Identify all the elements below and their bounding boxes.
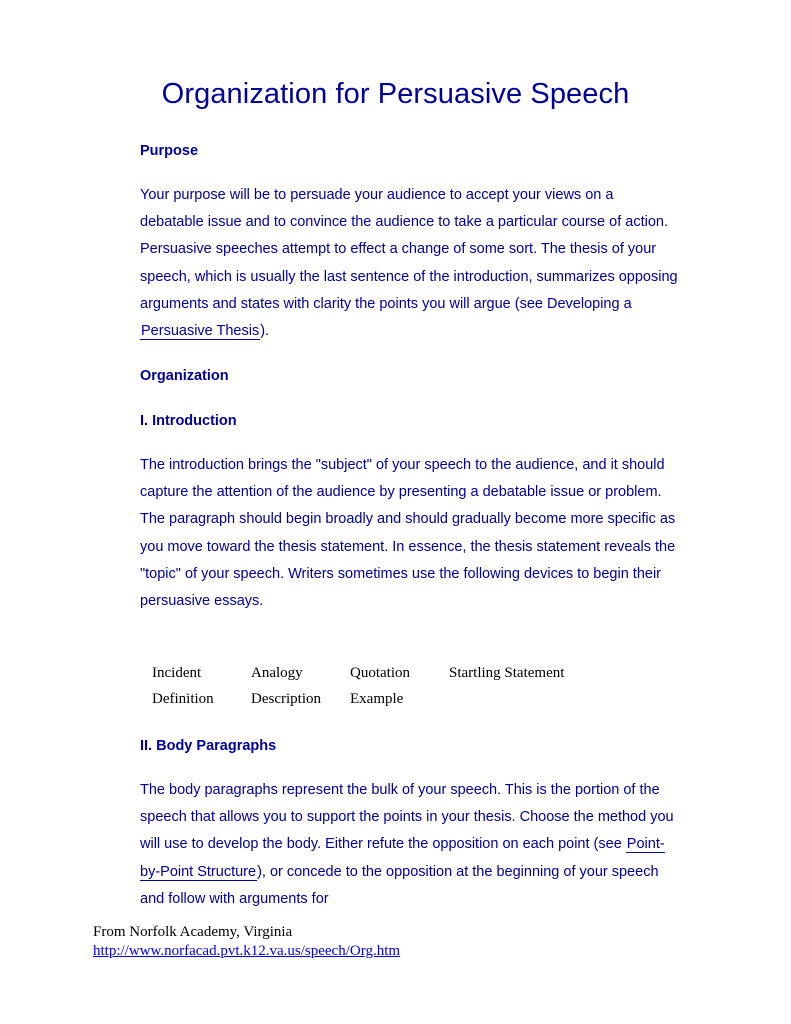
persuasive-thesis-link[interactable]: Persuasive Thesis: [141, 323, 260, 340]
devices-table: [152, 660, 565, 712]
introduction-heading: I. Introduction: [140, 413, 237, 429]
organization-heading: Organization: [140, 368, 229, 384]
purpose-text: Your purpose will be to persuade your audience to accept your views on a debatable issue and to convince the audience to take a particular course of action. Persuasive speeches attempt to effect a change of some sort. The thesis of your speech, which is usually the last sentence of the introduction, summarizes opposing arguments and states with clarity the points you will argue (see Developing a: [140, 187, 678, 312]
body-text-end: ), or concede to the opposition at the beginning of your speech and follow with arguments for: [140, 863, 659, 907]
device-item: Quotation: [350, 665, 410, 681]
purpose-heading: Purpose: [140, 143, 199, 159]
footer-url-link[interactable]: http://www.norfacad.pvt.k12.va.us/speech/Org.htm: [93, 943, 401, 959]
footer-source: From Norfolk Academy, Virginia: [93, 924, 293, 940]
body-paragraph: [140, 777, 680, 913]
device-item: Analogy: [251, 665, 303, 681]
body-paragraphs-heading: II. Body Paragraphs: [140, 738, 277, 754]
footer: [93, 923, 400, 961]
body-text: The body paragraphs represent the bulk of your speech. This is the portion of the speech that allows you to support the points in your thesis. Choose the method you will use to develop the body. Either refute the opposition on each point (see: [140, 782, 674, 853]
devices-row: [152, 660, 565, 686]
device-item: Incident: [152, 665, 202, 681]
devices-row: [152, 686, 548, 712]
device-item: Description: [251, 691, 321, 707]
purpose-paragraph: [140, 182, 680, 345]
page-title: Organization for Persuasive Speech: [161, 78, 630, 110]
device-item: Definition: [152, 691, 214, 707]
purpose-text-end: ).: [260, 323, 270, 340]
point-by-point-link[interactable]: Point-by-Point Structure: [140, 836, 665, 880]
device-item: Startling Statement: [449, 665, 565, 681]
introduction-paragraph: The introduction brings the "subject" of your speech to the audience, and it should capture the attention of the audience by presenting a debatable issue or problem. The paragraph should begin broadly and should gradually become more specific as you move toward the thesis statement. In essence, the thesis statement reveals the "topic" of your speech. Writers sometimes use the following devices to begin their persuasive essays.: [140, 457, 676, 610]
device-item: Example: [350, 691, 404, 707]
